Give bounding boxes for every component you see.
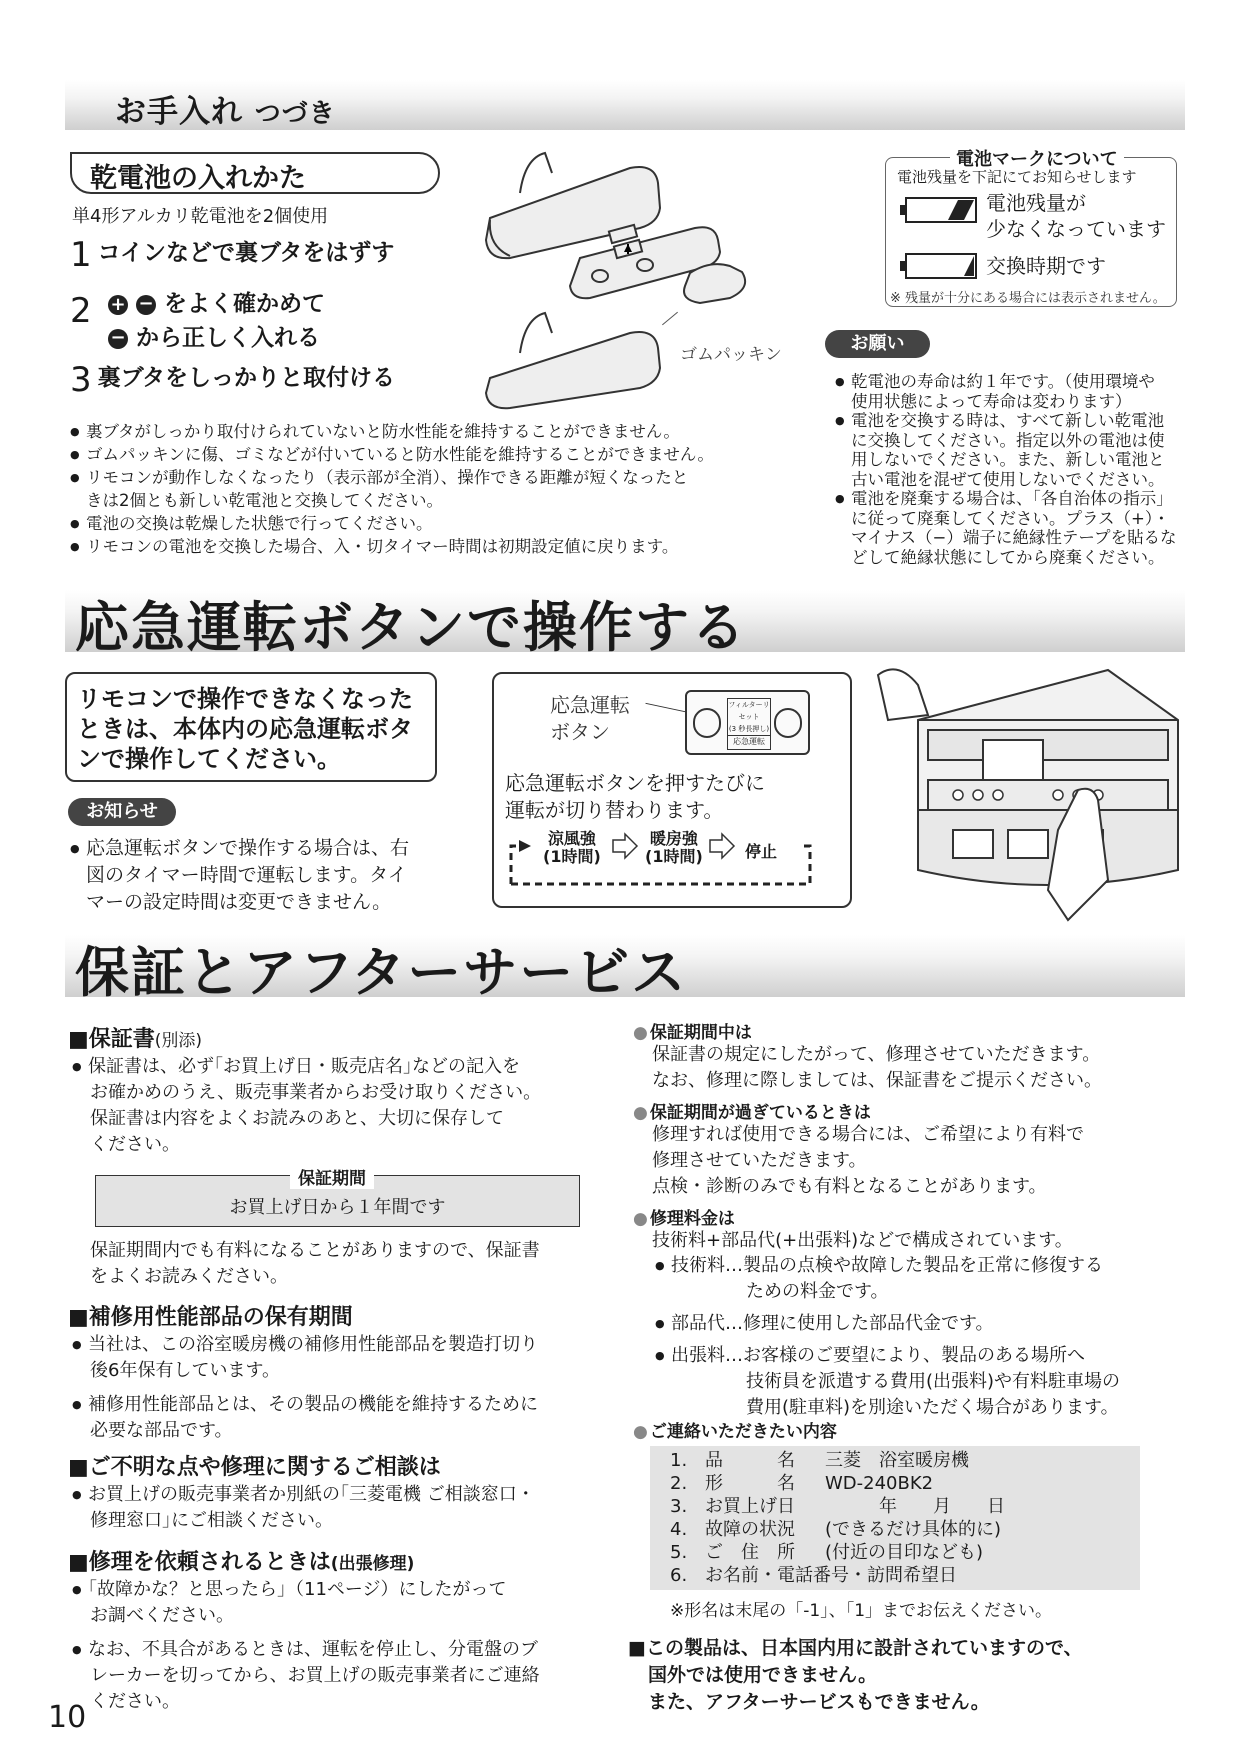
step-text: コインなどで裏ブタをはずす [97,240,395,266]
care-title: お手入れ [115,94,243,130]
mode-stop: 停止 [745,842,778,861]
step-1 [70,235,394,275]
battery-low-line2: 少なくなっています [986,217,1166,241]
domestic-line: また、アフターサービスもできません。 [648,1691,990,1713]
panel-right-knob-icon [774,708,802,738]
para-line: ください。 [90,1691,180,1712]
step-text: 裏ブタをしっかりと取付ける [97,365,396,391]
battery-low-line1: 電池残量が [986,191,1086,215]
row-label: 形 名 [705,1473,795,1494]
panel-left-knob-icon [693,708,721,738]
note-item: ● ゴムパッキンに傷、ゴミなどが付いていると防水性能を維持することができません。 [70,443,730,466]
para-line: ● 保証書は、必ず｢お買上げ日・販売店名｣などの記入を [72,1054,592,1080]
label-line: ボタン [550,720,610,744]
para-line: 点検・診断のみでも有料となることがあります。 [652,1176,1047,1197]
para-line: 保証書の規定にしたがって、修理させていただきます。 [652,1044,1101,1065]
step-number: 3 [70,360,92,400]
note-item-cont: きは2個とも新しい乾電池と交換してください。 [86,491,443,510]
in-period-heading: ● 保証期間中は [633,1018,752,1043]
contact-row [670,1472,1120,1495]
row-label: お名前・電話番号・訪問希望日 [705,1565,957,1586]
mode-time: (1時間) [645,847,703,866]
contact-row [670,1449,1120,1472]
heading-text: ■保証書 [68,1027,155,1052]
mode-cycle-diagram [505,830,825,895]
row-value: WD-240BK2 [825,1473,934,1494]
para-line: ● ｢故障かな？と思ったら｣（11ページ）にしたがって [72,1577,597,1603]
row-value: (できるだけ具体的に) [825,1519,1002,1540]
consult-text [72,1482,597,1534]
parts-heading: ■補修用性能部品の保有期間 [68,1305,353,1330]
notice-text [70,835,460,916]
request-item: ● 乾電池の寿命は約１年です。（使用環境や [835,372,1180,392]
note-item: ● 裏ブタがしっかり取付けられていないと防水性能を維持することができません。 [70,420,730,443]
in-period-text [652,1042,1102,1094]
step-3 [70,360,395,400]
mode-name: 暖房強 [649,829,698,848]
contact-row [670,1495,1120,1518]
row-no: 4. [670,1519,688,1540]
warranty-heading [68,1022,202,1053]
heading-text: ■修理を依頼されるときは [68,1550,331,1575]
remote-illustration [480,148,800,410]
row-no: 3. [670,1496,688,1517]
box-line: リモコンで操作できなくなった [77,685,413,713]
row-no: 6. [670,1565,688,1586]
heading-sub: (出張修理) [330,1554,415,1574]
battery-empty-icon [900,252,980,280]
mode-name: 涼風強 [547,829,596,848]
repair-heading [68,1545,414,1576]
para-line: ● 当社は、この浴室暖房機の補修用性能部品を製造打切り [72,1332,597,1358]
notice-line-cont: 図のタイマー時間で運転します。タイ [86,864,407,886]
domestic-line: ■この製品は、日本国内用に設計されていますので、 [628,1637,1083,1659]
row-label: 品 名 [705,1450,795,1471]
section-title-warranty: 保証とアフターサービス [75,941,688,1004]
emergency-button-label [550,692,630,746]
battery-mark-title: 電池マークについて [950,145,1124,171]
request-item: ● 電池を廃棄する場合は、「各自治体の指示」 [835,489,1180,509]
notice-badge: お知らせ [68,798,176,826]
battery-title: 乾電池の入れかた [90,163,306,194]
request-item-cont: 使用状態によって寿命は変わります） [851,391,1132,411]
para-line: 修理すれば使用できる場合には、ご希望により有料で [652,1124,1084,1145]
battery-replace-text: 交換時期です [986,254,1106,278]
consult-heading: ■ご不明な点や修理に関するご相談は [68,1455,441,1480]
fee-details [655,1253,1120,1421]
row-value: 年 月 日 [825,1496,1005,1517]
request-item-cont: マイナス（−）端子に絶縁性テープを貼るな [851,528,1177,547]
period-note [90,1238,600,1290]
warranty-period-value: お買上げ日から１年間です [229,1197,446,1218]
domestic-line: 国外では使用できません。 [648,1664,878,1686]
label-line: 応急運転 [550,693,630,717]
page-number: 10 [48,1700,87,1735]
repair-text [72,1577,597,1715]
request-list [835,372,1180,567]
plus-icon: + [108,295,128,315]
row-no: 2. [670,1473,688,1494]
box-line: ンで操作してください。 [77,745,341,773]
para-line: 修理させていただきます。 [652,1150,867,1171]
para-line: ● お買上げの販売事業者か別紙の｢三菱電機 ご相談窓口・ [72,1482,597,1508]
warranty-period-label: 保証期間 [290,1164,374,1189]
emergency-button[interactable]: 応急運転 [728,735,770,748]
panel-label-box [727,698,771,750]
note-item: ● 電池の交換は乾燥した状態で行ってください。 [70,512,730,535]
row-no: 5. [670,1542,688,1563]
para-line: 保証期間内でも有料になることがありますので、保証書 [90,1240,540,1261]
battery-low-icon [900,196,980,224]
row-value: (付近の目印なども) [825,1542,984,1563]
panel-label-mid: (3 秒長押し) [728,725,770,733]
panel-label-top: フィルターリセット [728,701,770,721]
after-period-text [652,1122,1084,1200]
box-line: ときは、本体内の応急運転ボタ [77,715,413,743]
minus-icon: − [108,329,128,349]
contact-table [650,1446,1140,1590]
control-panel-illustration [685,690,810,755]
diagram-description [505,770,765,824]
para-line: ● なお、不具合があるときは、運転を停止し、分電盤のブ [72,1637,597,1663]
section-title-care [115,86,336,131]
para-line: 保証書は内容をよくお読みのあと、大切に保存して [90,1108,504,1129]
emergency-info-box [65,672,437,782]
domestic-notice [628,1635,1083,1716]
request-item-cont: 用しないでください。また、新しい電池と [851,450,1165,469]
request-item-cont: に従って廃棄してください。プラス（+）・ [851,508,1170,528]
warranty-text [72,1054,592,1158]
mode-time: (1時間) [543,847,601,866]
step-number: 2 [70,291,92,331]
para-line: 後6年保有しています。 [90,1360,281,1381]
section-title-emergency: 応急運転ボタンで操作する [75,596,747,659]
after-period-heading: ● 保証期間が過ぎているときは [633,1098,871,1123]
fee-item-cont: ための料金です。 [746,1281,889,1302]
care-title-sub: つづき [254,99,336,129]
battery-mark-desc: 電池残量を下記にてお知らせします [897,168,1137,186]
notice-line: ● 応急運転ボタンで操作する場合は、右 [70,835,460,862]
desc-line: 運転が切り替わります。 [505,798,724,822]
fee-item: ● 技術料…製品の点検や故障した製品を正常に修復する [655,1253,1120,1279]
contact-heading: ● ご連絡いただきたい内容 [633,1417,837,1442]
para-line: レーカーを切ってから、お買上げの販売事業者にご連絡 [90,1665,540,1686]
row-label: 故障の状況 [705,1519,795,1540]
para-line: お調べください。 [90,1605,234,1626]
para-line: なお、修理に際しましては、保証書をご提示ください。 [652,1070,1102,1091]
battery-subtitle: 単4形アルカリ乾電池を2個使用 [72,206,329,227]
battery-notes [70,420,730,558]
fee-item-cont: 費用(駐車料)を別途いただく場合があります。 [746,1397,1119,1418]
step-number: 1 [70,235,92,275]
para-line: 修理窓口｣にご相談ください。 [90,1510,333,1531]
contact-row [670,1564,1120,1587]
fee-text: 技術料+部品代(+出張料)などで構成されています。 [652,1230,1073,1251]
row-label: ご 住 所 [705,1542,795,1563]
para-line: 必要な部品です。 [90,1420,233,1441]
fee-item-cont: 技術員を派遣する費用(出張料)や有料駐車場の [746,1371,1121,1392]
para-line: ください。 [90,1134,180,1155]
para-line: をよくお読みください。 [90,1266,288,1287]
fee-heading: ● 修理料金は [633,1204,735,1229]
row-value: 三菱 浴室暖房機 [825,1450,969,1471]
note-item: ● リモコンの電池を交換した場合、入・切タイマー時間は初期設定値に戻ります。 [70,535,730,558]
heater-unit-illustration [858,660,1188,930]
step-text: から正しく入れる [136,325,321,351]
contact-row [670,1518,1120,1541]
battery-low-text [986,190,1166,242]
request-badge: お願い [825,330,930,358]
request-item-cont: 古い電池を混ぜて使用しないでください。 [851,469,1165,489]
request-item-cont: どして絶縁状態にしてから廃棄ください。 [851,547,1165,567]
request-item-cont: に交換してください。指定以外の電池は使 [851,430,1165,450]
contact-row [670,1541,1120,1564]
gasket-label: ゴムパッキン [680,345,782,365]
row-label: お買上げ日 [705,1496,795,1517]
note-item: ● リモコンが動作しなくなったり（表示部が全消）、操作できる距離が短くなったと [70,466,730,489]
notice-line-cont: マーの設定時間は変更できません。 [86,891,392,913]
battery-mark-note: ※ 残量が十分にある場合には表示されません。 [890,291,1166,306]
para-line: ● 補修用性能部品とは、その製品の機能を維持するために [72,1392,597,1418]
step-text: をよく確かめて [164,291,326,317]
heading-sub: (別添) [154,1031,203,1051]
fee-item: ● 出張料…お客様のご要望により、製品のある場所へ [655,1343,1120,1369]
mode-cool-strong [543,830,601,866]
fee-item: ● 部品代…修理に使用した部品代金です。 [655,1311,1120,1337]
para-line: お確かめのうえ、販売事業者からお受け取りください。 [90,1082,542,1103]
parts-text [72,1332,597,1444]
minus-icon: − [136,295,156,315]
row-no: 1. [670,1450,688,1471]
mode-heat-strong [645,830,703,866]
desc-line: 応急運転ボタンを押すたびに [505,771,765,795]
contact-note: ※形名は末尾の「-1」、「1」までお伝えください。 [670,1601,1053,1621]
request-item: ● 電池を交換する時は、すべて新しい乾電池 [835,411,1180,431]
